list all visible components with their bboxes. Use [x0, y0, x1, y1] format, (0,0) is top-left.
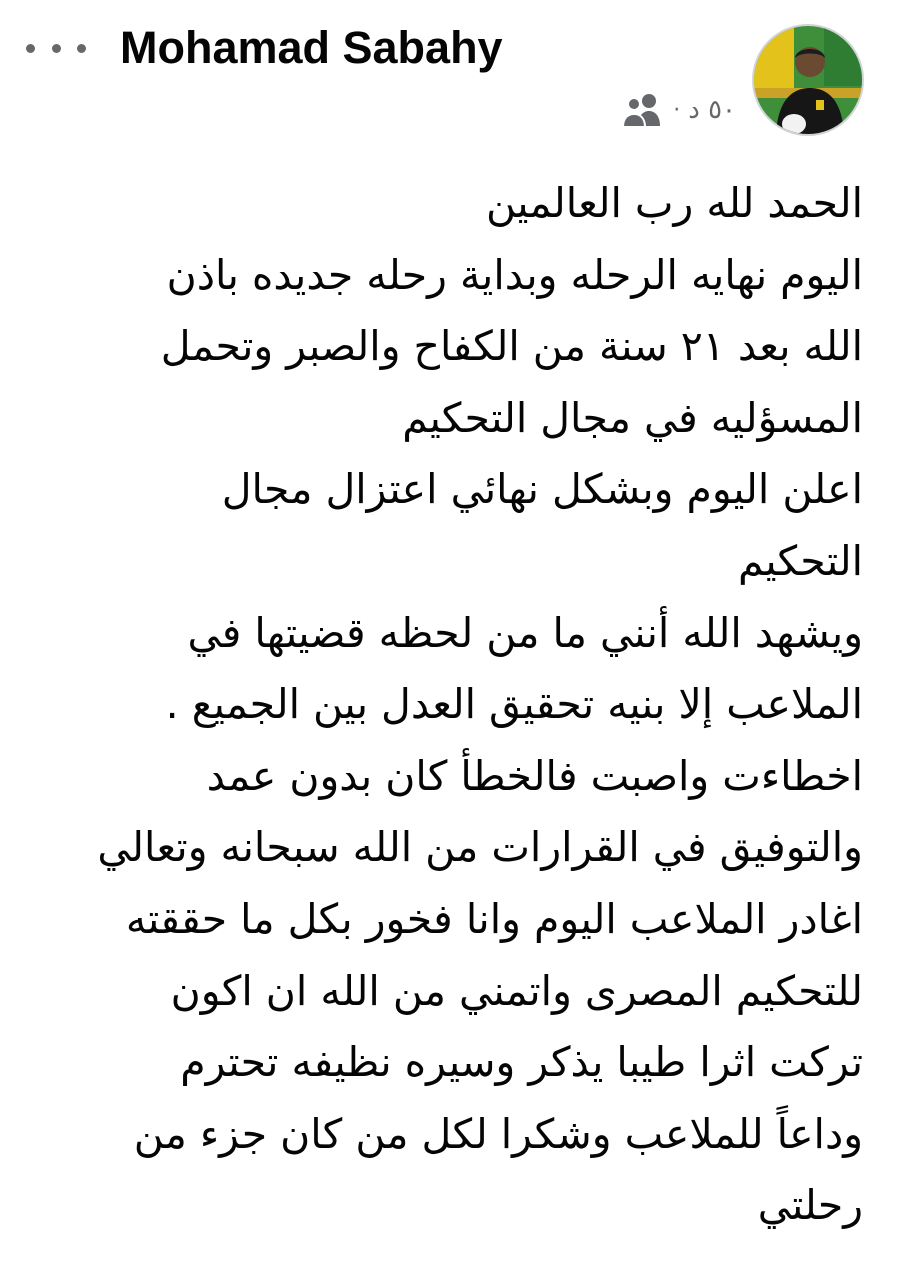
- friends-icon[interactable]: [619, 90, 665, 130]
- post-text-line: الله بعد ٢١ سنة من الكفاح والصبر وتحمل: [160, 322, 863, 371]
- post-text-line: الحمد لله رب العالمين: [485, 179, 863, 227]
- author-name[interactable]: Mohamad Sabahy: [120, 22, 503, 73]
- post-timestamp[interactable]: ٥٠ د: [688, 95, 736, 125]
- avatar-photo: [754, 26, 862, 134]
- post-text-line: وداعاً للملاعب وشكرا لكل من كان جزء من: [133, 1109, 863, 1158]
- post-text-line: للتحكيم المصرى واتمني من الله ان اكون: [170, 966, 863, 1015]
- more-options-button[interactable]: [26, 30, 86, 66]
- post-text-line: اليوم نهايه الرحله وبداية رحله جديده باذن: [166, 250, 863, 299]
- post-text: [20, 168, 863, 1242]
- post-header: [0, 0, 898, 150]
- post-text-line: تركت اثرا طيبا يذكر وسيره نظيفه تحترم: [180, 1038, 863, 1087]
- post-text-line: والتوفيق في القرارات من الله سبحانه وتعالي: [97, 823, 863, 872]
- post-text-line: اعلن اليوم وبشكل نهائي اعتزال مجال: [221, 465, 863, 514]
- post-text-line: اخطاءت واصبت فالخطأ كان بدون عمد: [206, 751, 863, 800]
- post-meta: [619, 88, 736, 132]
- more-options-icon-dot: [77, 44, 86, 53]
- author-avatar[interactable]: [752, 24, 864, 136]
- post-text-line: التحكيم: [737, 536, 863, 585]
- post-text-line: رحلتي: [757, 1181, 863, 1230]
- post-text-line: الملاعب إلا بنيه تحقيق العدل بين الجميع .: [165, 680, 863, 729]
- more-options-icon-dot: [52, 44, 61, 53]
- post-text-line: المسؤليه في مجال التحكيم: [402, 393, 863, 442]
- post-text-line: ويشهد الله أنني ما من لحظه قضيتها في: [187, 608, 863, 657]
- more-options-icon: [26, 44, 35, 53]
- meta-separator: ·: [673, 97, 681, 123]
- post-text-line: اغادر الملاعب اليوم وانا فخور بكل ما حققته: [125, 894, 863, 943]
